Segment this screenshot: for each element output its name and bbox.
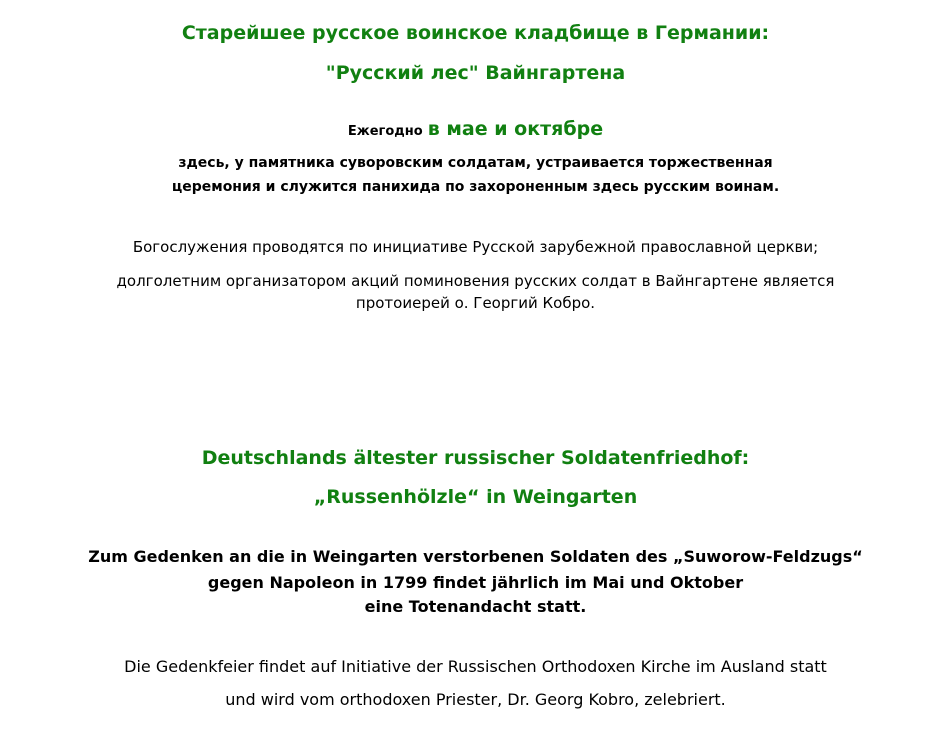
russian-ceremony-line2: церемония и служится панихида по захороненным здесь русским воинам. <box>171 179 780 195</box>
russian-annual-prefix: Ежегодно <box>347 124 423 139</box>
german-service-line2: und wird vom orthodoxen Priester, Dr. Georg Kobro, zelebriert. <box>225 690 726 709</box>
russian-services-line1: Богослужения проводятся по инициативе Русской зарубежной православной церкви; <box>132 238 819 256</box>
russian-title-line2: "Русский лес" Вайнгартена <box>325 62 626 84</box>
german-memorial-line3: eine Totenandacht statt. <box>364 597 587 616</box>
german-title-line2: „Russenhölzle“ in Weingarten <box>313 486 638 508</box>
german-title-line1: Deutschlands ältester russischer Soldatenfriedhof: <box>201 447 750 469</box>
german-memorial-line1: Zum Gedenken an die in Weingarten verstorbenen Soldaten des „Suworow-Feldzugs“ <box>88 547 863 566</box>
russian-services-line2: долголетним организатором акций поминовения русских солдат в Вайнгартене является <box>116 272 835 290</box>
russian-annual-line <box>0 118 951 140</box>
german-service-line1: Die Gedenkfeier findet auf Initiative der Russischen Orthodoxen Kirche im Ausland statt <box>124 657 827 676</box>
russian-ceremony-line1: здесь, у памятника суворовским солдатам, устраивается торжественная <box>178 155 773 171</box>
russian-services-line3: протоиерей о. Георгий Кобро. <box>355 294 596 312</box>
german-memorial-line2: gegen Napoleon in 1799 findet jährlich im Mai und Oktober <box>207 573 744 592</box>
russian-annual-highlight: в мае и октябре <box>427 118 604 140</box>
russian-title-line1: Старейшее русское воинское кладбище в Германии: <box>181 22 770 44</box>
